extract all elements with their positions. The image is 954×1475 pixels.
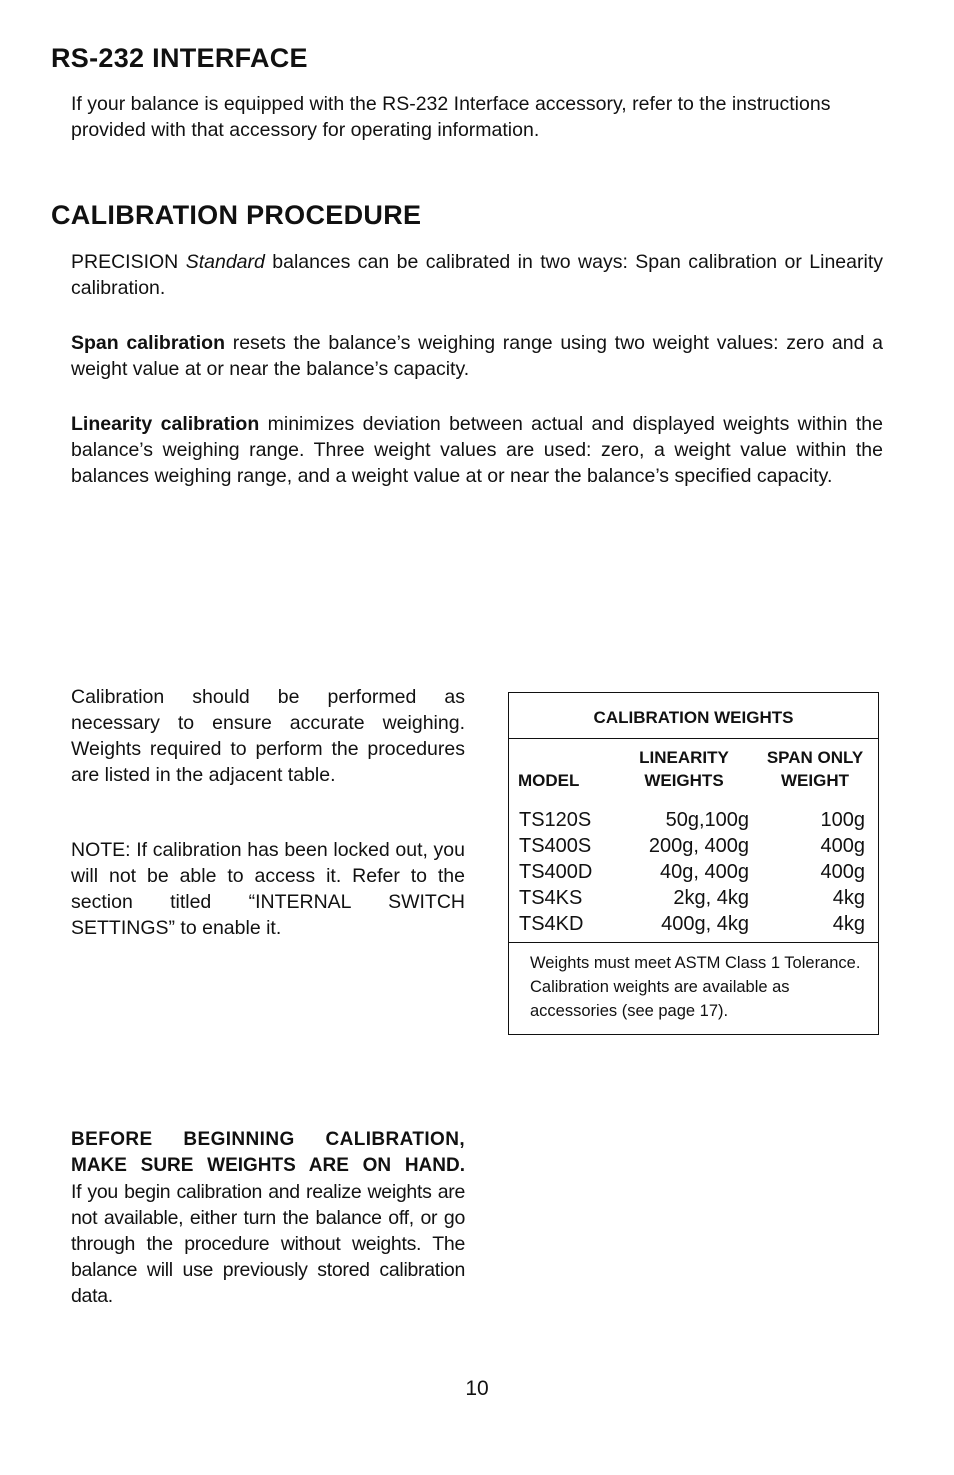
calibration-intro xyxy=(71,249,883,301)
span-calibration-paragraph xyxy=(71,330,883,382)
table-cell-linearity: 200g, 400g xyxy=(648,835,749,857)
table-cell-model: TS4KS xyxy=(519,887,583,909)
intro-rest: balances can be calibrated in two ways: Span calibration or Linearity calibration. xyxy=(71,251,883,299)
calibration-necessity-paragraph: Calibration should be performed as necessary to ensure accurate weighing. Weights required to perform the procedures are listed in the adjacent table. xyxy=(71,686,465,786)
table-cell-linearity: 2kg, 4kg xyxy=(673,887,749,909)
linearity-calibration-paragraph xyxy=(71,411,883,489)
before-calibration-text: If you begin calibration and realize weights are not available, either turn the balance off, or go through the procedure without weights. The balance will use previously stored calibration data. xyxy=(71,1181,465,1307)
table-cell-span: 400g xyxy=(820,835,865,857)
table-cell-span: 400g xyxy=(820,861,865,883)
table-cell-linearity: 40g, 400g xyxy=(660,861,749,883)
table-cell-linearity: 400g, 4kg xyxy=(661,913,749,935)
span-term: Span calibration xyxy=(71,332,225,354)
column-header-linearity-line2: WEIGHTS xyxy=(644,771,724,790)
table-note: Weights must meet ASTM Class 1 Tolerance. Calibration weights are available as accessories (see page 17). xyxy=(530,954,861,1020)
intro-brand: Standard xyxy=(185,251,265,273)
rs232-paragraph: If your balance is equipped with the RS-232 Interface accessory, refer to the instructions provided with that accessory for operating information. xyxy=(71,93,831,141)
column-header-span-line2: WEIGHT xyxy=(781,771,849,790)
table-cell-linearity: 50g,100g xyxy=(665,809,749,831)
before-calibration-heading xyxy=(71,1127,465,1179)
before-heading-line1: BEFORE BEGINNING CALIBRATION, xyxy=(71,1129,465,1150)
table-cell-model: TS400D xyxy=(519,861,593,883)
linearity-term: Linearity calibration xyxy=(71,413,260,435)
linearity-text: minimizes deviation between actual and displayed weights within the balance’s weighing range. Three weight values are used: zero, a weight value within the balances weighing range, and a weight value at or near the balance’s specified capacity. xyxy=(71,413,883,487)
table-cell-model: TS120S xyxy=(519,809,592,831)
table-cell-span: 4kg xyxy=(832,887,865,909)
table-cell-span: 100g xyxy=(820,809,865,831)
intro-prefix: PRECISION xyxy=(71,251,179,273)
before-heading-line2: MAKE SURE WEIGHTS ARE ON HAND. xyxy=(71,1155,465,1176)
column-header-span-line1: SPAN ONLY xyxy=(766,748,864,767)
table-title-divider xyxy=(509,738,878,739)
rs232-heading: RS-232 INTERFACE xyxy=(51,43,308,73)
lockout-note: NOTE: If calibration has been locked out, you will not be able to access it. Refer to the section titled “INTERNAL SWITCH SETTINGS” to enable it. xyxy=(71,839,465,939)
page-number: 10 xyxy=(465,1377,489,1400)
table-cell-model: TS400S xyxy=(519,835,592,857)
calibration-heading: CALIBRATION PROCEDURE xyxy=(51,200,422,230)
table-cell-span: 4kg xyxy=(832,913,865,935)
table-title: CALIBRATION WEIGHTS xyxy=(593,708,794,727)
column-header-linearity-line1: LINEARITY xyxy=(639,748,729,767)
table-cell-model: TS4KD xyxy=(519,913,584,935)
column-header-model: MODEL xyxy=(518,771,580,790)
span-text: resets the balance’s weighing range using two weight values: zero and a weight value at or near the balance’s capacity. xyxy=(71,332,884,380)
table-note-divider xyxy=(509,942,878,943)
calibration-weights-table xyxy=(508,692,879,1035)
